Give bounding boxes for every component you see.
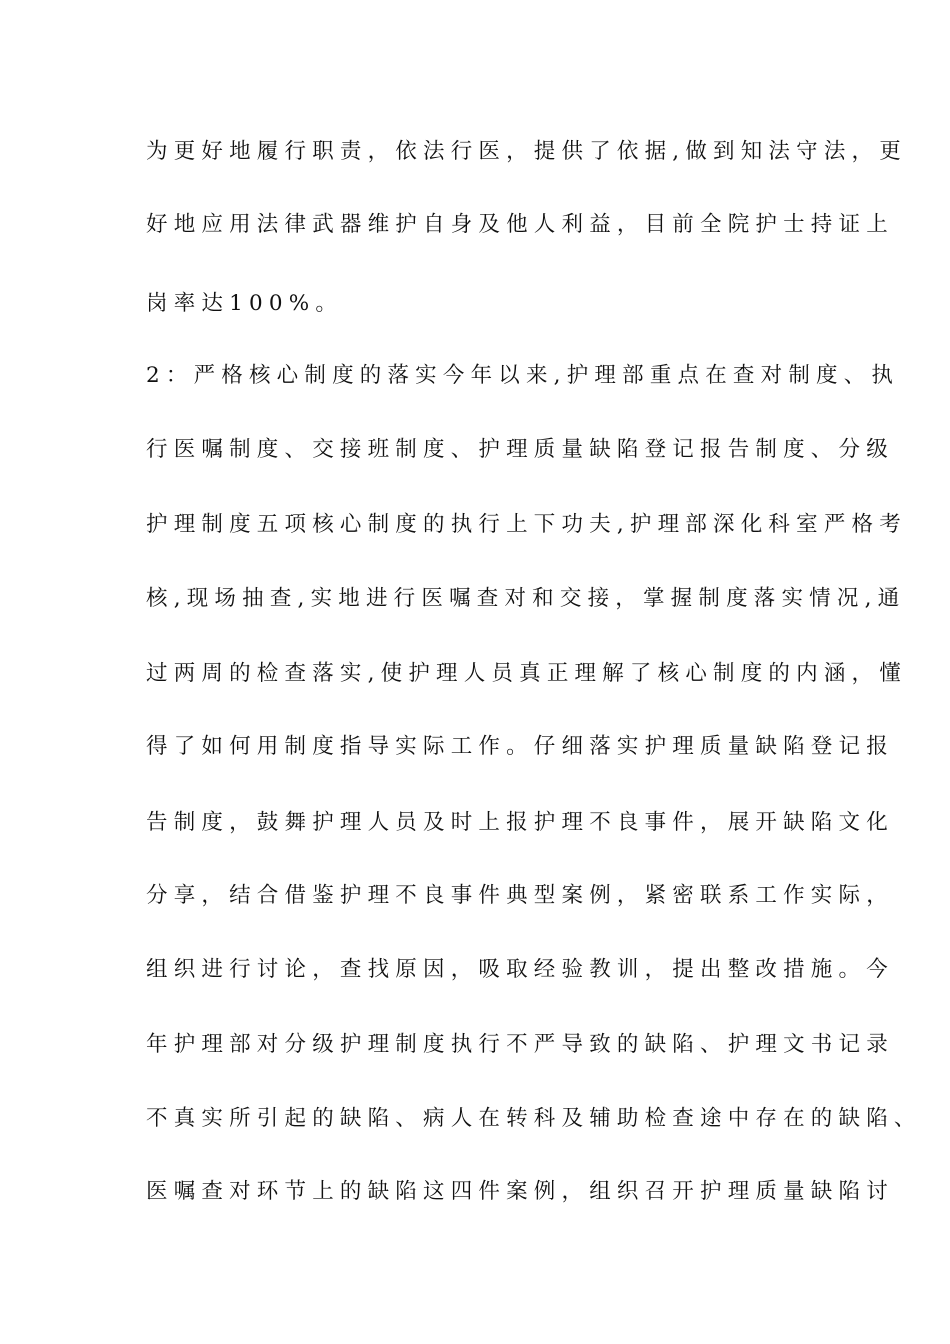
text-line: 核,现场抽查,实地进行医嘱查对和交接，掌握制度落实情况,通 <box>146 586 906 611</box>
text-line: 好地应用法律武器维护自身及他人利益，目前全院护士持证上 <box>146 212 894 237</box>
text-line: 年护理部对分级护理制度执行不严导致的缺陷、护理文书记录 <box>146 1032 894 1057</box>
text-line: 过两周的检查落实,使护理人员真正理解了核心制度的内涵，懂 <box>146 661 907 686</box>
text-line: 护理制度五项核心制度的执行上下功夫,护理部深化科室严格考 <box>146 512 907 537</box>
text-line: 不真实所引起的缺陷、病人在转科及辅助检查途中存在的缺陷、 <box>146 1106 922 1131</box>
text-line: 岗率达100%。 <box>146 291 344 316</box>
text-line: 行医嘱制度、交接班制度、护理质量缺陷登记报告制度、分级 <box>146 437 894 462</box>
text-line: 告制度，鼓舞护理人员及时上报护理不良事件，展开缺陷文化 <box>146 810 894 835</box>
text-line: 医嘱查对环节上的缺陷这四件案例，组织召开护理质量缺陷讨 <box>146 1179 894 1204</box>
text-line: 2：严格核心制度的落实今年以来,护理部重点在查对制度、执 <box>146 363 900 388</box>
text-line: 为更好地履行职责，依法行医，提供了依据,做到知法守法，更 <box>146 139 907 164</box>
text-line: 组织进行讨论，查找原因，吸取经验教训，提出整改措施。今 <box>146 957 894 982</box>
text-line: 分享，结合借鉴护理不良事件典型案例，紧密联系工作实际， <box>146 883 894 908</box>
text-line: 得了如何用制度指导实际工作。仔细落实护理质量缺陷登记报 <box>146 734 894 759</box>
